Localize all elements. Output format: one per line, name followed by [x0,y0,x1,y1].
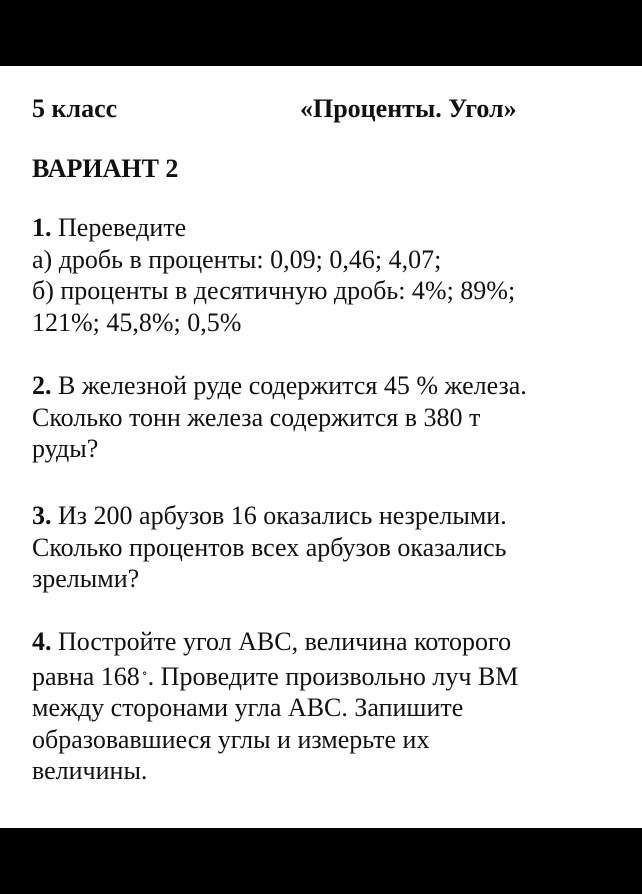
task-1 [32,212,622,338]
task-text: Постройте угол АВС, величина которого [58,627,512,656]
task-number: 3. [32,501,52,530]
task-1-line-2: а) дробь в проценты: 0,09; 0,46; 4,07; [32,244,442,274]
task-2-line-3: руды? [32,434,99,463]
task-text: В железной руде содержится 45 % железа. [58,371,527,400]
degree-mark: ∘ [141,665,148,680]
variant-heading: ВАРИАНТ 2 [32,154,179,183]
task-1-line-4: 121%; 45,8%; 0,5% [32,307,242,337]
task-4-line-3: между сторонами угла АВС. Запишите [32,693,464,722]
task-text: равна 168 [32,661,140,691]
worksheet-page [0,66,642,828]
task-3 [32,500,622,595]
task-2-line-1 [32,370,622,402]
task-3-line-1 [32,500,622,532]
task-2 [32,370,622,465]
task-3-line-2: Сколько процентов всех арбузов оказались [32,532,507,562]
task-4 [32,626,622,787]
task-3-line-3: зрелыми? [32,564,140,593]
task-1-line-3: б) проценты в десятичную дробь: 4%; 89%; [32,276,516,305]
task-4-line-4: образовавшиеся углы и измерьте их [32,724,430,754]
task-text: Из 200 арбузов 16 оказались незрелыми. [58,501,507,530]
task-2-line-2: Сколько тонн железа содержится в 380 т [32,402,481,432]
grade-label: 5 класс [32,94,118,123]
task-4-line-2 [32,658,622,693]
task-text: . Проведите произвольно луч ВМ [147,661,519,691]
topic-title: «Проценты. Угол» [300,94,517,123]
task-number: 1. [32,213,52,242]
task-number: 2. [32,371,52,400]
task-4-line-1 [32,626,622,658]
task-1-line-1 [32,212,622,244]
task-number: 4. [32,627,52,656]
task-4-line-5: величины. [32,756,148,785]
task-text: Переведите [58,213,187,242]
